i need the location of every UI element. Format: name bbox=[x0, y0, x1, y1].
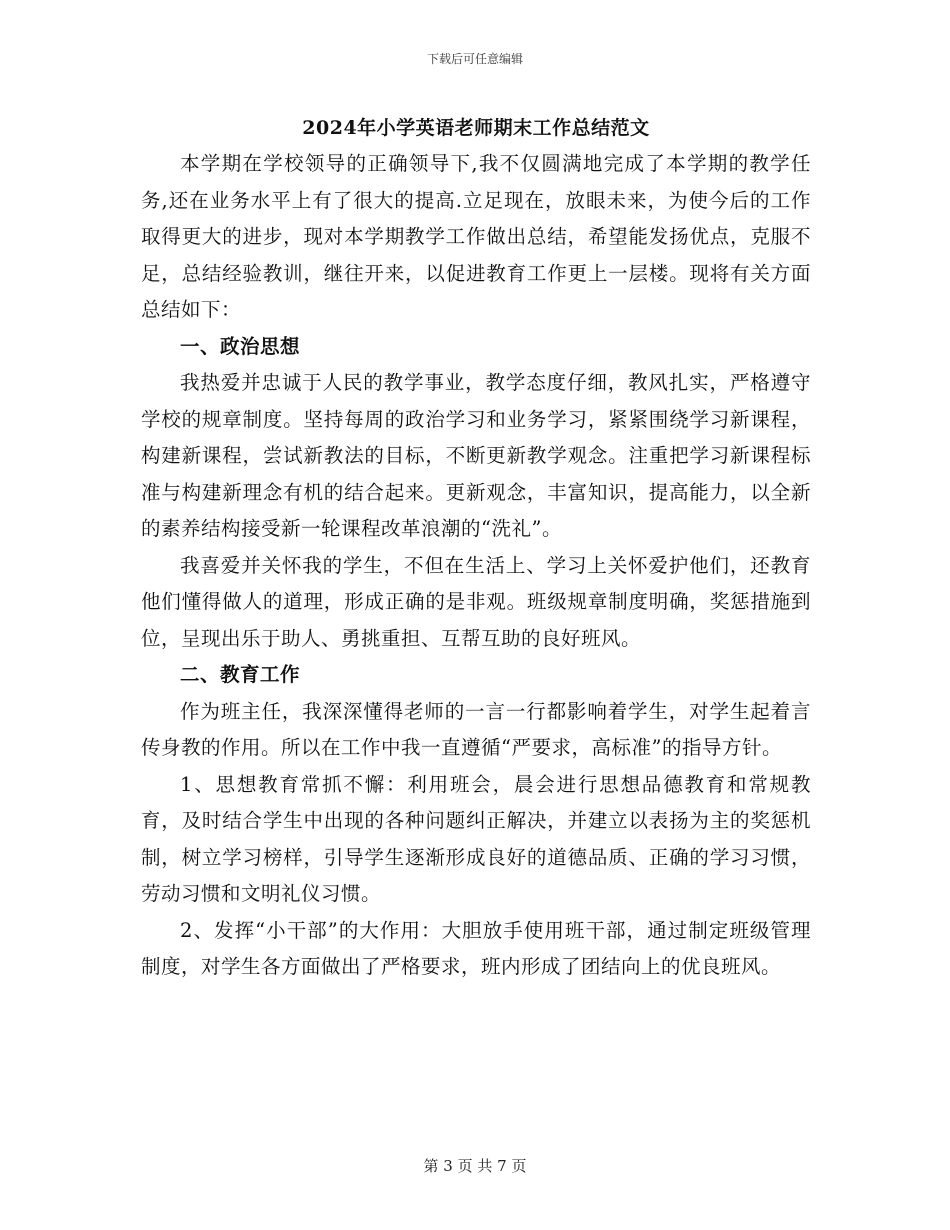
section-heading-education: 二、教育工作 bbox=[180, 663, 301, 686]
politics-paragraph-2: 我喜爱并关怀我的学生，不但在生活上、学习上关怀爱护他们，还教育他们懂得做人的道理，形成正确的是非观。班级规章制度明确，奖惩措施到位，呈现出乐于助人、勇挑重担、互帮互助的良好班风。 bbox=[141, 553, 811, 650]
document-title: 2024年小学英语老师期末工作总结范文 bbox=[302, 117, 650, 139]
section-heading-politics: 一、政治思想 bbox=[180, 334, 301, 358]
education-paragraph-3: 2、发挥“小干部”的大作用：大胆放手使用班干部，通过制定班级管理制度，对学生各方面做出了严格要求，班内形成了团结向上的优良班风。 bbox=[141, 918, 811, 978]
education-paragraph-1: 作为班主任，我深深懂得老师的一言一行都影响着学生，对学生起着言传身教的作用。所以在工作中我一直遵循“严要求，高标准”的指导方针。 bbox=[141, 699, 811, 759]
document-body bbox=[141, 110, 811, 986]
intro-paragraph: 本学期在学校领导的正确领导下,我不仅圆满地完成了本学期的教学任务,还在业务水平上有了很大的提高.立足现在，放眼未来，为使今后的工作取得更大的进步，现对本学期教学工作做出总结，希望能发扬优点，克服不足，总结经验教训，继往开来，以促进教育工作更上一层楼。现将有关方面总结如下： bbox=[141, 152, 811, 321]
politics-paragraph-1: 我热爱并忠诚于人民的教学事业，教学态度仔细，教风扎实，严格遵守学校的规章制度。坚持每周的政治学习和业务学习，紧紧围绕学习新课程，构建新课程，尝试新教法的目标，不断更新教学观念。注重把学习新课程标准与构建新理念有机的结合起来。更新观念，丰富知识，提高能力，以全新的素养结构接受新一轮课程改革浪潮的“洗礼”。 bbox=[141, 371, 811, 540]
education-paragraph-2: 1、思想教育常抓不懈：利用班会，晨会进行思想品德教育和常规教育，及时结合学生中出现的各种问题纠正解决，并建立以表扬为主的奖惩机制，树立学习榜样，引导学生逐渐形成良好的道德品质、正确的学习习惯，劳动习惯和文明礼仪习惯。 bbox=[141, 772, 811, 905]
page-number: 第 3 页 共 7 页 bbox=[423, 1157, 527, 1175]
download-note: 下载后可任意编辑 bbox=[426, 52, 523, 66]
